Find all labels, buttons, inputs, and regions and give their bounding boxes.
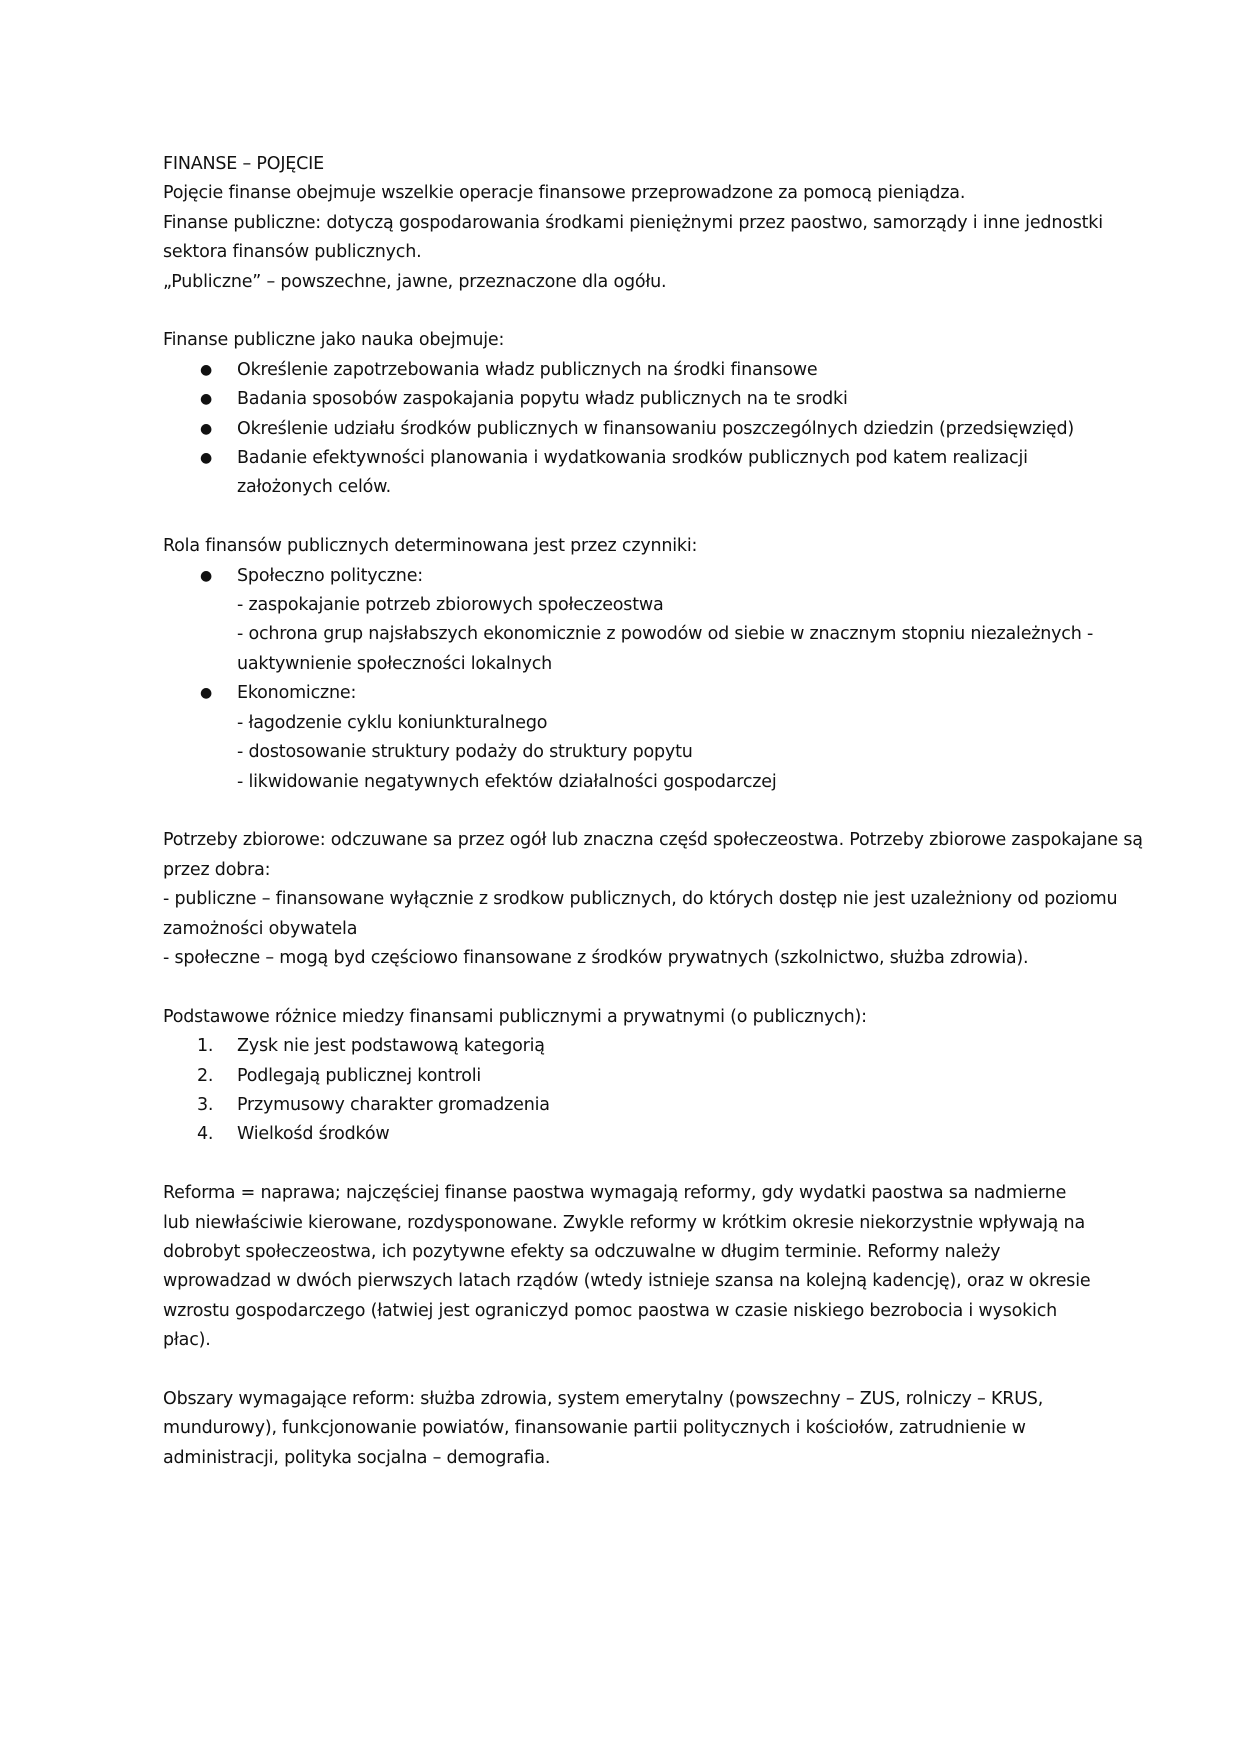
section-heading: Finanse publiczne jako nauka obejmuje:	[163, 330, 505, 351]
bullet-list	[163, 356, 1083, 503]
section-heading: Rola finansów publicznych determinowana jest przez czynniki:	[163, 536, 698, 557]
paragraph-line: wprowadzad w dwóch pierwszych latach rządów (wtedy istnieje szansa na kolejną kadencję), oraz w okresie	[163, 1271, 1091, 1292]
sub-item: - dostosowanie struktury podaży do struktury popytu	[237, 742, 693, 763]
sub-item: - likwidowanie negatywnych efektów działalności gospodarczej	[237, 771, 777, 792]
list-item	[163, 1091, 1083, 1120]
list-item	[163, 1120, 1083, 1149]
bullet-list	[163, 562, 1094, 797]
list-item-text: Przymusowy charakter gromadzenia	[237, 1094, 550, 1115]
list-item-text: założonych celów.	[237, 477, 392, 498]
paragraph-gap	[163, 297, 1083, 326]
role-section	[163, 532, 1094, 797]
bullet-icon: ●	[199, 567, 213, 584]
paragraph-gap	[163, 797, 1083, 826]
document-page	[163, 150, 1143, 1473]
list-item	[163, 1062, 1083, 1091]
paragraph-line: dobrobyt społeczeostwa, ich pozytywne efekty sa odczuwalne w długim terminie. Reformy należy	[163, 1241, 1001, 1262]
science-section	[163, 326, 1083, 502]
paragraph-line: Pojęcie finanse obejmuje wszelkie operacje finansowe przeprowadzone za pomocą pieniądza.	[163, 183, 966, 204]
sub-item: - łagodzenie cyklu koniunkturalnego	[237, 712, 548, 733]
section-heading: Podstawowe różnice miedzy finansami publicznymi a prywatnymi (o publicznych):	[163, 1006, 867, 1027]
paragraph-gap	[163, 973, 1083, 1002]
paragraph-line: wzrostu gospodarczego (łatwiej jest ograniczyd pomoc paostwa w czasie niskiego bezrobocia i wysokich	[163, 1300, 1058, 1321]
list-item-text: Podlegają publicznej kontroli	[237, 1065, 482, 1086]
paragraph-line: płac).	[163, 1330, 211, 1351]
differences-section	[163, 1003, 1083, 1150]
paragraph-line: Potrzeby zbiorowe: odczuwane sa przez ogół lub znaczna częśd społeczeostwa. Potrzeby zbiorowe zaspokajane są	[163, 830, 1143, 851]
paragraph-line: Obszary wymagające reform: służba zdrowia, system emerytalny (powszechny – ZUS, rolniczy – KRUS,	[163, 1388, 1044, 1409]
paragraph-line: przez dobra:	[163, 859, 271, 880]
paragraph-line: Finanse publiczne: dotyczą gospodarowania środkami pieniężnymi przez paostwo, samorządy i inne jednostki	[163, 212, 1103, 233]
intro-section	[163, 150, 1103, 297]
reform-section	[163, 1179, 1091, 1355]
bullet-icon: ●	[199, 361, 213, 378]
numbered-list	[163, 1032, 1083, 1150]
bullet-icon: ●	[199, 450, 213, 467]
list-item-text: Badanie efektywności planowania i wydatkowania srodków publicznych pod katem realizacji	[237, 448, 1028, 469]
paragraph-line: administracji, polityka socjalna – demografia.	[163, 1447, 551, 1468]
list-number: 2.	[197, 1065, 214, 1086]
sub-item: uaktywnienie społeczności lokalnych	[237, 653, 553, 674]
list-item-text: Określenie zapotrzebowania władz publicznych na środki finansowe	[237, 359, 818, 380]
bullet-icon: ●	[199, 685, 213, 702]
list-item-text: Wielkośd środków	[237, 1124, 390, 1145]
paragraph-gap	[163, 1150, 1083, 1179]
list-item-text: Badania sposobów zaspokajania popytu władz publicznych na te srodki	[237, 389, 848, 410]
list-number: 3.	[197, 1094, 214, 1115]
paragraph-line: zamożności obywatela	[163, 918, 358, 939]
paragraph-gap	[163, 1356, 1083, 1385]
paragraph-line: lub niewłaściwie kierowane, rozdysponowane. Zwykle reformy w krótkim okresie niekorzystnie wpływają na	[163, 1212, 1085, 1233]
bullet-icon: ●	[199, 420, 213, 437]
paragraph-gap	[163, 503, 1083, 532]
list-item	[163, 385, 1083, 414]
list-item	[163, 679, 1083, 797]
paragraph-line: „Publiczne” – powszechne, jawne, przeznaczone dla ogółu.	[163, 271, 667, 292]
paragraph-line: - społeczne – mogą byd częściowo finansowane z środków prywatnych (szkolnictwo, służba zdrowia).	[163, 947, 1029, 968]
list-item-label: Społeczno polityczne:	[237, 565, 423, 586]
paragraph-line: - publiczne – finansowane wyłącznie z srodkow publicznych, do których dostęp nie jest uzależniony od poziomu	[163, 889, 1118, 910]
document-title: FINANSE – POJĘCIE	[163, 154, 325, 174]
needs-section	[163, 826, 1143, 973]
sub-item: - ochrona grup najsłabszych ekonomicznie z powodów od siebie w znacznym stopniu niezależnych -	[237, 624, 1094, 645]
list-item	[163, 356, 1083, 385]
list-number: 4.	[197, 1124, 214, 1145]
sub-item: - zaspokajanie potrzeb zbiorowych społeczeostwa	[237, 595, 664, 616]
paragraph-line: mundurowy), funkcjonowanie powiatów, finansowanie partii politycznych i kościołów, zatrudnienie w	[163, 1418, 1026, 1439]
list-item	[163, 444, 1083, 503]
list-item-text: Określenie udziału środków publicznych w finansowaniu poszczególnych dziedzin (przedsięwzięd)	[237, 418, 1075, 439]
list-item	[163, 562, 1094, 680]
list-item	[163, 415, 1083, 444]
areas-section	[163, 1385, 1083, 1473]
list-item-text: Zysk nie jest podstawową kategorią	[237, 1036, 545, 1057]
list-item-label: Ekonomiczne:	[237, 683, 357, 704]
paragraph-line: Reforma = naprawa; najczęściej finanse paostwa wymagają reformy, gdy wydatki paostwa sa nadmierne	[163, 1183, 1067, 1204]
list-number: 1.	[197, 1036, 214, 1057]
paragraph-line: sektora finansów publicznych.	[163, 242, 422, 263]
list-item	[163, 1032, 1083, 1061]
bullet-icon: ●	[199, 391, 213, 408]
